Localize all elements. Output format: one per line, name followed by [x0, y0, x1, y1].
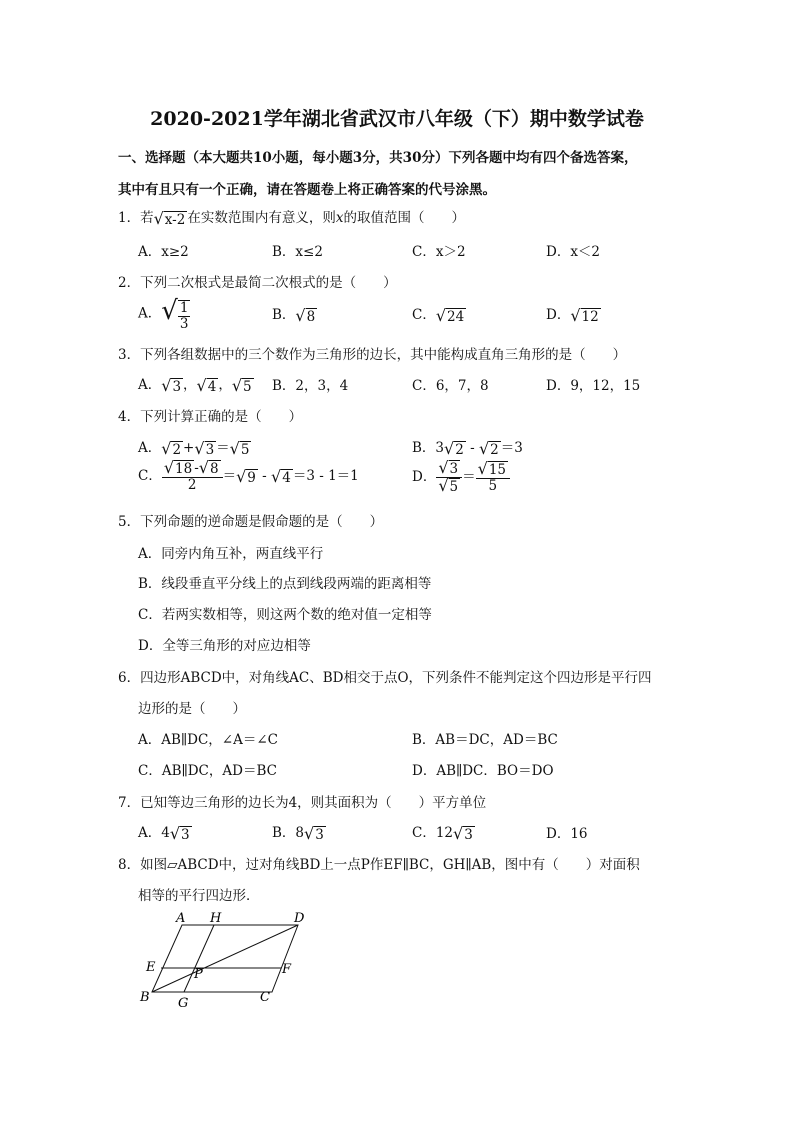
question-6-line1: 6．四边形ABCD中，对角线AC、BD相交于点O，下列条件不能判定这个四边形是平行四 — [118, 670, 652, 686]
q7-option-b: B．8√3 — [272, 824, 324, 843]
q4-a-r3: 5 — [240, 442, 250, 458]
q4-b-result: ＝3 — [500, 440, 523, 456]
label-e: E — [146, 960, 156, 975]
q6-option-c: C．AB∥DC，AD＝BC — [138, 763, 277, 779]
q4-d-d: 5 — [449, 479, 459, 495]
label-b: B — [140, 990, 150, 1005]
q1-option-a: A．x≥2 — [138, 244, 189, 260]
q2-a-num: 1 — [179, 299, 189, 316]
q5-option-b: B．线段垂直平分线上的点到线段两端的距离相等 — [138, 576, 432, 592]
q4-c-mid: - — [194, 460, 199, 476]
q2-a-den: 3 — [179, 315, 189, 332]
label-d: D — [294, 911, 305, 926]
q3-comma-1: ， — [183, 377, 197, 393]
q1-radicand: x-2 — [164, 212, 186, 228]
q3-b-value: 2，3，4 — [295, 378, 349, 394]
q3-option-d — [546, 374, 640, 394]
q4-b-minus: - — [465, 440, 479, 456]
q2-option-c: C．√24 — [412, 306, 465, 325]
q3-a-r3: 5 — [243, 379, 252, 395]
q7-label-d: D． — [546, 826, 571, 842]
question-6-line2: 边形的是（ ） — [138, 701, 246, 717]
q3-label-b: B． — [272, 378, 296, 394]
q4-option-c: C． $\frac{√18 -√8}{2}$ ＝√9 - √4 ＝3 - 1＝1 — [138, 458, 359, 493]
q3-option-b — [272, 374, 348, 394]
q3-label-a: A． — [138, 377, 162, 393]
q7-option-d — [546, 822, 588, 842]
q7-d-value: 16 — [570, 826, 588, 842]
section-heading-line1: 一、选择题（本大题共10小题，每小题3分，共30分）下列各题中均有四个备选答案， — [118, 150, 638, 166]
q2-d-radicand: 12 — [581, 309, 599, 325]
q5-option-d: D．全等三角形的对应边相等 — [138, 638, 311, 654]
q1-prefix: 1．若 — [118, 210, 154, 226]
q6-option-a: A．AB∥DC，∠A＝∠C — [138, 732, 279, 748]
q2-c-radicand: 24 — [447, 309, 465, 325]
q3-label-d: D． — [546, 378, 571, 394]
section-heading-line2: 其中有且只有一个正确，请在答题卷上将正确答案的代号涂黑。 — [118, 182, 496, 198]
question-3: 3．下列各组数据中的三个数作为三角形的边长，其中能构成直角三角形的是（ ） — [118, 347, 627, 363]
q7-label-b: B． — [272, 825, 296, 841]
q1-option-d: D．x＜2 — [546, 244, 601, 260]
q3-option-a: A．√3 ，√4 ，√5 — [138, 376, 252, 395]
q4-a-plus: + — [183, 440, 195, 456]
q4-d-rn: 15 — [488, 462, 507, 478]
q2-label-d: D． — [546, 307, 571, 323]
q7-c-rad: 3 — [464, 827, 473, 843]
q5-option-a: A．同旁内角互补，两直线平行 — [138, 546, 324, 562]
q4-b-r2: 2 — [490, 442, 499, 458]
q2-label-a: A． — [138, 305, 162, 322]
q4-option-d: D． $\frac{√3}{√5}$ ＝ $\frac{√15}{5}$ — [412, 460, 510, 495]
q6-option-d: D．AB∥DC．BO＝DO — [412, 763, 554, 779]
label-f: F — [282, 962, 292, 977]
question-8-line2: 相等的平行四边形． — [138, 888, 260, 904]
q4-d-eq: ＝ — [462, 469, 476, 485]
q2-option-a — [138, 296, 190, 332]
q4-c-den: 2 — [187, 477, 197, 493]
q3-label-c: C． — [412, 378, 436, 394]
q5-option-c: C．若两实数相等，则这两个数的绝对值一定相等 — [138, 607, 432, 623]
label-p: P — [194, 967, 203, 982]
label-g: G — [178, 996, 189, 1011]
q3-a-r1: 3 — [172, 379, 182, 395]
q1-text: 在实数范围内有意义，则 — [187, 210, 336, 226]
q2-label-b: B． — [272, 307, 296, 323]
q4-a-r1: 2 — [172, 442, 182, 458]
q7-option-c: C．12√3 — [412, 824, 473, 843]
q4-b-c1: 3 — [435, 440, 445, 456]
q7-b-rad: 3 — [315, 827, 324, 843]
page-title: 2020-2021学年湖北省武汉市八年级（下）期中数学试卷 — [150, 108, 644, 130]
q4-c-minus: - — [257, 468, 272, 484]
q4-c-r1: 9 — [247, 470, 256, 486]
question-4: 4．下列计算正确的是（ ） — [118, 409, 303, 425]
q4-option-b: B．3√2 - √2 ＝3 — [412, 439, 523, 458]
question-1 — [118, 206, 465, 228]
q4-a-eq: ＝ — [216, 440, 230, 456]
q4-c-result: ＝3 - 1＝1 — [292, 468, 359, 484]
q4-label-a: A． — [138, 440, 162, 456]
q2-option-d: D．√12 — [546, 306, 599, 325]
q1-option-c: C．x＞2 — [412, 244, 466, 260]
q1-radical: √x-2 — [153, 209, 186, 228]
q4-c-n1: 18 — [175, 461, 193, 477]
q2-option-b: B．√8 — [272, 306, 316, 325]
q6-option-b: B．AB＝DC，AD＝BC — [412, 732, 558, 748]
q2-b-radicand: 8 — [306, 309, 316, 325]
label-c: C — [260, 990, 270, 1005]
q7-b-coef: 8 — [295, 825, 305, 841]
q3-option-c — [412, 374, 489, 394]
label-a: A — [176, 911, 186, 926]
question-2: 2．下列二次根式是最简二次根式的是（ ） — [118, 275, 397, 291]
q4-d-n: 3 — [449, 461, 459, 477]
q2-label-c: C． — [412, 307, 436, 323]
q4-c-n2: 8 — [210, 461, 219, 477]
q4-option-a: A．√2 +√3 ＝√5 — [138, 439, 250, 458]
q4-label-c: C． — [138, 468, 162, 484]
q1-text2: 的取值范围（ ） — [343, 210, 465, 226]
q7-a-rad: 3 — [181, 827, 190, 843]
question-8-line1: 8．如图▱ABCD中，过对角线BD上一点P作EF∥BC，GH∥AB，图中有（ ）对面积 — [118, 857, 640, 873]
q3-a-r2: 4 — [207, 379, 217, 395]
q4-label-b: B． — [412, 440, 436, 456]
q7-label-c: C． — [412, 825, 436, 841]
label-h: H — [210, 911, 222, 926]
q7-a-coef: 4 — [161, 825, 170, 841]
q1-var: x — [335, 210, 344, 226]
parallelogram-figure — [130, 905, 330, 1015]
question-7: 7．已知等边三角形的边长为4，则其面积为（ ）平方单位 — [118, 795, 487, 811]
q7-c-coef: 12 — [435, 825, 454, 841]
question-5: 5．下列命题的逆命题是假命题的是（ ） — [118, 514, 384, 530]
q1-option-b: B．x≤2 — [272, 244, 323, 260]
q3-c-value: 6，7，8 — [435, 378, 489, 394]
q4-a-r2: 3 — [205, 442, 215, 458]
q4-c-r2: 4 — [282, 470, 291, 486]
q3-d-value: 9，12，15 — [570, 378, 641, 394]
q4-b-r1: 2 — [455, 442, 464, 458]
q4-d-rd: 5 — [488, 478, 498, 494]
q7-label-a: A． — [138, 825, 162, 841]
q3-comma-2: ， — [218, 377, 232, 393]
q2-a-radical: √ $\frac{1}{3}$ — [161, 296, 189, 332]
q7-option-a: A．4√3 — [138, 824, 190, 843]
q4-label-d: D． — [412, 469, 437, 485]
q4-c-eq: ＝ — [222, 468, 237, 484]
